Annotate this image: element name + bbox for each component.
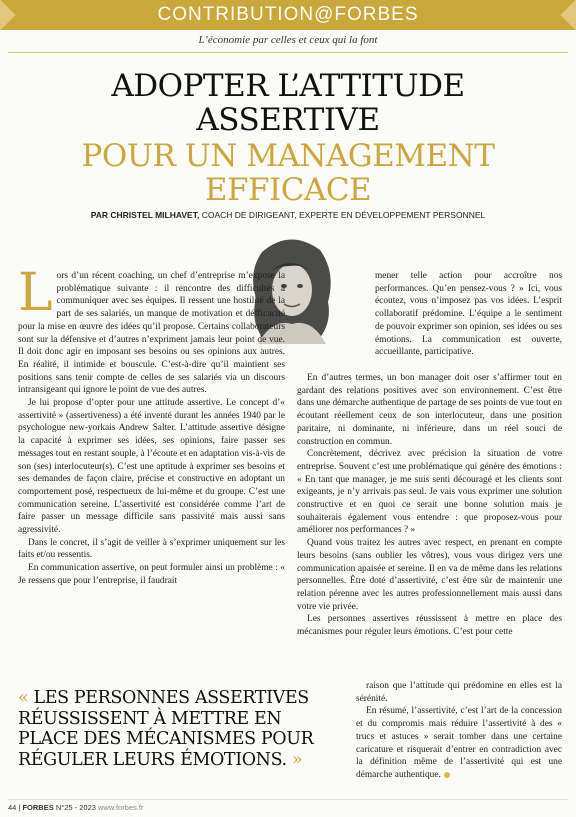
end-mark-icon [444,772,450,778]
column-left [18,263,285,588]
paragraph: Quand vous traitez les autres avec respect, en prenant en compte leurs besoins (sans oublier les vôtres), vous vous dirigez vers une communication apaisée et sereine. Il en va de même dans les relations personnelles. Être doté d’assertivité, c’est être sûr de maintenir une relation pérenne avec les autres professionnellement mais aussi dans votre vie privée. [297,538,562,612]
drop-cap: L [18,263,53,323]
column-right [297,372,562,639]
author-role: COACH DE DIRIGEANT, EXPERTE EN DÉVELOPPEMENT PERSONNEL [199,210,486,220]
paragraph: Dans le concret, il s’agit de veiller à s’exprimer uniquement sur les faits et/ou ressentis. [18,537,285,561]
headline-line-2: ASSERTIVE [196,102,380,138]
section-banner [0,0,576,30]
column-right-top [375,270,562,359]
quote-close-mark: » [286,749,303,770]
divider [8,52,568,53]
tagline: L’économie par celles et ceux qui la font [198,34,378,46]
paragraph [18,263,285,397]
pull-quote [18,688,336,770]
paragraph-text: ors d’un récent coaching, un chef d’entreprise m’expose la problématique suivante : il rencontre des difficultés à communiquer avec ses équipes. Il ressent une hostilité de la part de ses salariés, un manque de motivation et défficacité pour la mise en œuvre des idées qu’il propose. Certains collaborateurs sont sur la défensive et d’autres n’expriment jamais leur point de vue. Il doit donc agir en imposant ses besoins ou ses opinions aux autres. En réalité, il intimide et bouscule. C’est-à-dire qu’il maintient ses positions sans tenir compte de celles de ses salariés via un discours intransigeant qui ignore le point de vue des autres. [18,271,285,396]
issue-info: N°25 - 2023 [53,803,99,812]
paragraph: En d’autres termes, un bon manager doit oser s’affirmer tout en gardant des relations positives avec son environnement. C’est être dans une démarche authentique de partage de ses points de vue tout en écoutant réellement ceux de son interlocuteur, dans une position paritaire, ni dominante, ni inférieure, dans un réel souci de construction en commun. [297,373,562,447]
paragraph: mener telle action pour accroître nos performances. Qu’en pensez-vous ? » Ici, vous écoutez, vous n’imposez pas vos idées. L’esprit collaboratif prédomine. L’équipe a le sentiment de pouvoir exprimer son opinion, ses idées ou ses émotions. La communication est ouverte, accueillante, participative. [375,271,562,358]
author-name: PAR CHRISTEL MILHAVET, [90,210,200,220]
paragraph: raison que l’attitude qui prédomine en elles est la sérénité. [356,681,562,704]
paragraph: Je lui propose d’opter pour une attitude assertive. Le concept d’« assertivité » (assertiveness) a été inventé durant les années 1940 par le psychologue new-yorkais Andrew Salter. L’attitude assertive désigne la capacité à exprimer ses idées, ses opinions, faire passer ses messages tout en restant souple, à l’écoute et en adaptation vis-à-vis de son (ses) interlocuteur(s). C’est une aptitude à exprimer ses besoins et ses demandes de façon claire, précise et constructive en adoptant un comportement posé, respectueux de lui-même et du groupe. C’est une communication sereine. L’assertivité est considérée comme l’art de faire passer un message difficile sans passivité mais aussi sans agressivité. [18,398,285,536]
magazine-brand: FORBES [22,803,54,812]
website-link[interactable]: www.forbes.fr [98,803,144,812]
headline-line-4: EFFICACE [204,172,372,208]
diamond-ornament-left [0,0,16,31]
byline [0,210,576,220]
page-footer [8,799,568,812]
banner-title: CONTRIBUTION@FORBES [157,4,419,25]
headline-line-3: POUR UN MANAGEMENT [81,138,495,174]
pull-quote-text: LES PERSONNES ASSERTIVES RÉUSSISSENT À METTRE EN PLACE DES MÉCANISMES POUR RÉGULER LEURS ÉMOTIONS. [18,688,314,770]
paragraph-text: En résumé, l’assertivité, c’est l’art de la concession et du compromis mais réduire l’assertivité à des « trucs et astuces » serait tomber dans une certaine caricature et risquerait d’entrer en contradiction avec la définition même de l’assertivité qui est une démarche authentique. [356,706,562,780]
headline-line-1: ADOPTER L’ATTITUDE [111,68,465,104]
paragraph: Concrètement, décrivez avec précision la situation de votre entreprise. Souvent c’est une problématique qui génère des émotions : « En tant que manager, je me suis senti découragé et les clients sont exigeants, je n’y arrivais pas seul. Je vais vous exprimer une solution constructive et en quoi ce serait une bonne solution mais je souhaiterais également vous entendre : que proposez-vous pour améliorer nos performances ? » [297,449,562,536]
paragraph: En communication assertive, on peut formuler ainsi un problème : « Je ressens que pour l’entreprise, il faudrait [18,563,285,586]
paragraph [356,705,562,781]
page-number: 44 | [8,803,23,812]
diamond-ornament-right [560,0,576,31]
paragraph: Les personnes assertives réussissent à mettre en place des mécanismes pour réguler leurs émotions. C’est pour cette [297,614,562,638]
quote-open-mark: « [18,688,34,708]
column-right-bottom [356,680,562,782]
